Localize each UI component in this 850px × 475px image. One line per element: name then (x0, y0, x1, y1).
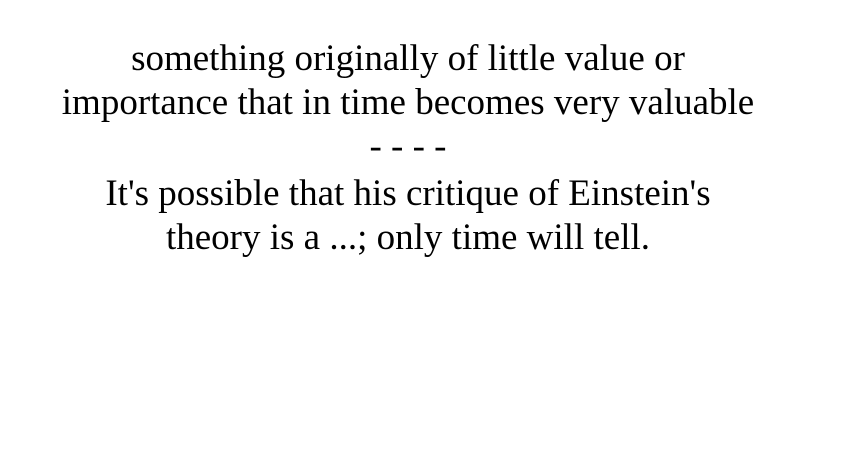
definition-line-2: importance that in time becomes very valuable (61, 82, 755, 123)
example-line-1: It's possible that his critique of Einstein's (105, 173, 711, 214)
definition-line-1: something originally of little value or (131, 38, 685, 79)
example-line-2: theory is a ...; only time will tell. (165, 217, 651, 258)
separator: - - - - (369, 126, 447, 167)
